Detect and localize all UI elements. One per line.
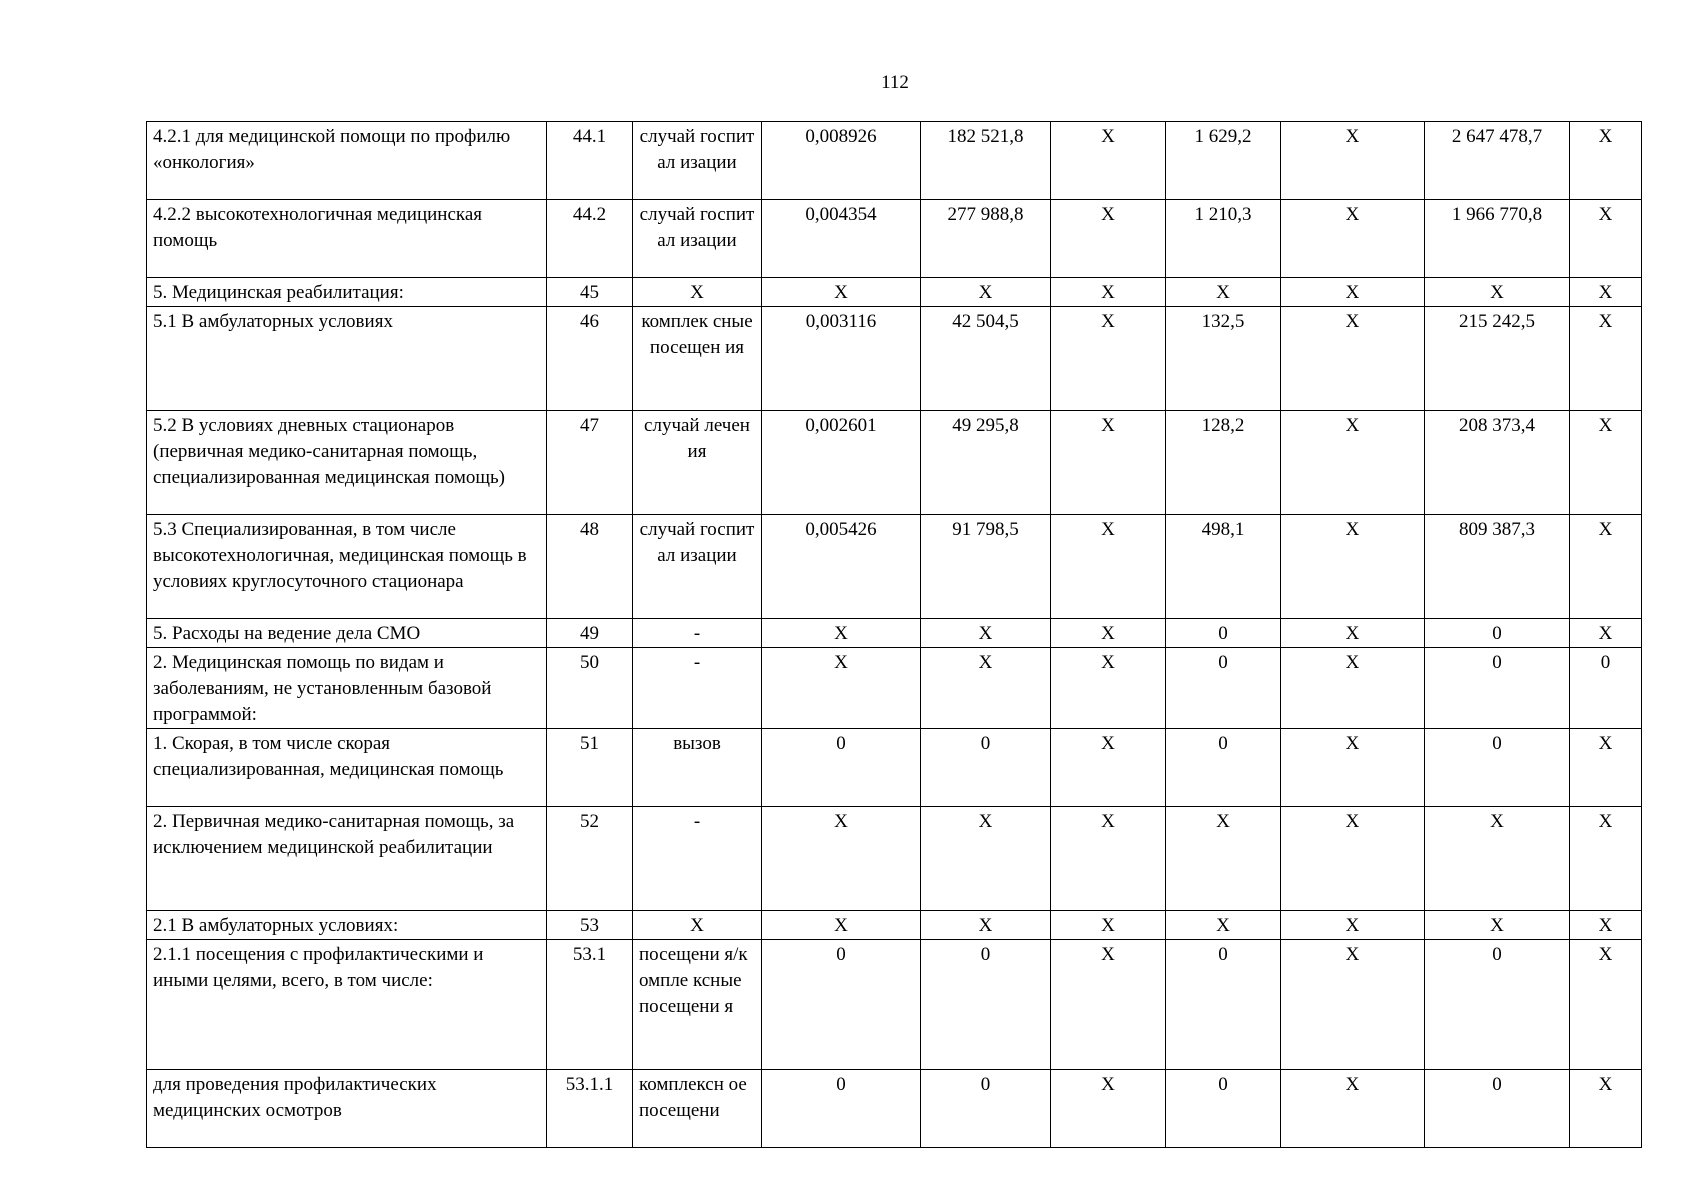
row-name: 2. Первичная медико-санитарная помощь, за исключением медицинской реабилитации	[147, 807, 547, 911]
cell-value: Х	[1570, 515, 1642, 619]
table-row	[147, 1070, 1642, 1148]
cell-value: Х	[1570, 940, 1642, 1070]
row-name: 4.2.1 для медицинской помощи по профилю «онкология»	[147, 122, 547, 200]
cell-value: 0	[921, 1070, 1051, 1148]
cell-value: Х	[1281, 200, 1425, 278]
cell-value: 0	[921, 940, 1051, 1070]
cell-value: 0	[921, 729, 1051, 807]
cell-value: 0	[1425, 940, 1570, 1070]
row-name: 2.1.1 посещения с профилактическими и иными целями, всего, в том числе:	[147, 940, 547, 1070]
cell-value: 0	[1166, 940, 1281, 1070]
row-number: 51	[547, 729, 633, 807]
cell-value: 0,008926	[762, 122, 921, 200]
row-unit: Х	[633, 911, 762, 940]
row-number: 50	[547, 648, 633, 729]
row-unit: случай госпитал изации	[633, 515, 762, 619]
row-unit: Х	[633, 278, 762, 307]
cell-value: Х	[1051, 729, 1166, 807]
cell-value: 128,2	[1166, 411, 1281, 515]
cell-value: 91 798,5	[921, 515, 1051, 619]
row-number: 48	[547, 515, 633, 619]
cell-value: Х	[762, 911, 921, 940]
cell-value: Х	[921, 619, 1051, 648]
row-name: 5.2 В условиях дневных стационаров (первичная медико-санитарная помощь, специализированная медицинская помощь)	[147, 411, 547, 515]
cell-value: Х	[1570, 307, 1642, 411]
cell-value: Х	[1570, 911, 1642, 940]
cell-value: 1 966 770,8	[1425, 200, 1570, 278]
cell-value: 0	[1570, 648, 1642, 729]
cell-value: Х	[1281, 619, 1425, 648]
row-number: 53.1.1	[547, 1070, 633, 1148]
row-number: 44.1	[547, 122, 633, 200]
cell-value: 0	[1166, 648, 1281, 729]
cell-value: 215 242,5	[1425, 307, 1570, 411]
row-name: 5.3 Специализированная, в том числе высокотехнологичная, медицинская помощь в условиях круглосуточного стационара	[147, 515, 547, 619]
cell-value: 0,005426	[762, 515, 921, 619]
cell-value: Х	[1051, 911, 1166, 940]
row-unit: вызов	[633, 729, 762, 807]
table-row	[147, 278, 1642, 307]
row-number: 47	[547, 411, 633, 515]
row-unit: случай лечения	[633, 411, 762, 515]
cell-value: Х	[1051, 1070, 1166, 1148]
row-unit: случай госпитал изации	[633, 122, 762, 200]
row-name: 5.1 В амбулаторных условиях	[147, 307, 547, 411]
table-row	[147, 940, 1642, 1070]
row-number: 44.2	[547, 200, 633, 278]
cell-value: 809 387,3	[1425, 515, 1570, 619]
cell-value: Х	[1166, 807, 1281, 911]
cell-value: Х	[921, 911, 1051, 940]
cell-value: Х	[1051, 515, 1166, 619]
cell-value: Х	[1570, 619, 1642, 648]
expenses-table	[146, 121, 1642, 1148]
cell-value: Х	[1281, 911, 1425, 940]
cell-value: Х	[1281, 729, 1425, 807]
cell-value: Х	[1166, 911, 1281, 940]
cell-value: Х	[1051, 200, 1166, 278]
cell-value: Х	[1281, 940, 1425, 1070]
cell-value: Х	[921, 278, 1051, 307]
cell-value: 0	[1166, 729, 1281, 807]
cell-value: 0	[1425, 729, 1570, 807]
table-row	[147, 911, 1642, 940]
table-row	[147, 122, 1642, 200]
cell-value: Х	[921, 648, 1051, 729]
cell-value: Х	[762, 807, 921, 911]
table-row	[147, 729, 1642, 807]
row-number: 52	[547, 807, 633, 911]
cell-value: 132,5	[1166, 307, 1281, 411]
cell-value: 1 210,3	[1166, 200, 1281, 278]
cell-value: 0	[1166, 619, 1281, 648]
cell-value: Х	[762, 648, 921, 729]
cell-value: Х	[1281, 307, 1425, 411]
cell-value: Х	[1281, 648, 1425, 729]
cell-value: Х	[1425, 807, 1570, 911]
cell-value: Х	[1051, 278, 1166, 307]
cell-value: Х	[1425, 278, 1570, 307]
cell-value: Х	[1051, 307, 1166, 411]
row-unit: случай госпитал изации	[633, 200, 762, 278]
row-name: 5. Медицинская реабилитация:	[147, 278, 547, 307]
cell-value: Х	[1570, 122, 1642, 200]
cell-value: 42 504,5	[921, 307, 1051, 411]
table-row	[147, 411, 1642, 515]
row-unit: комплексн ое посещени	[633, 1070, 762, 1148]
row-number: 49	[547, 619, 633, 648]
cell-value: Х	[1570, 411, 1642, 515]
cell-value: Х	[1570, 200, 1642, 278]
row-number: 45	[547, 278, 633, 307]
cell-value: 0	[1425, 619, 1570, 648]
cell-value: 182 521,8	[921, 122, 1051, 200]
cell-value: Х	[1051, 411, 1166, 515]
cell-value: 498,1	[1166, 515, 1281, 619]
cell-value: Х	[1166, 278, 1281, 307]
cell-value: 0	[762, 940, 921, 1070]
cell-value: Х	[1281, 515, 1425, 619]
cell-value: Х	[1281, 411, 1425, 515]
cell-value: 0	[1166, 1070, 1281, 1148]
cell-value: Х	[1051, 648, 1166, 729]
cell-value: Х	[1281, 1070, 1425, 1148]
cell-value: 0	[1425, 1070, 1570, 1148]
table-row	[147, 307, 1642, 411]
row-name: 4.2.2 высокотехнологичная медицинская помощь	[147, 200, 547, 278]
row-name: для проведения профилактических медицинских осмотров	[147, 1070, 547, 1148]
row-name: 5. Расходы на ведение дела СМО	[147, 619, 547, 648]
cell-value: 0	[762, 729, 921, 807]
cell-value: Х	[1570, 807, 1642, 911]
row-unit: комплек сные посещен ия	[633, 307, 762, 411]
row-name: 2. Медицинская помощь по видам и заболеваниям, не установленным базовой программой:	[147, 648, 547, 729]
cell-value: 0	[1425, 648, 1570, 729]
cell-value: Х	[1570, 729, 1642, 807]
table-row	[147, 648, 1642, 729]
cell-value: Х	[1281, 122, 1425, 200]
cell-value: 49 295,8	[921, 411, 1051, 515]
cell-value: Х	[1281, 807, 1425, 911]
cell-value: Х	[1051, 807, 1166, 911]
table-row	[147, 200, 1642, 278]
row-unit: -	[633, 807, 762, 911]
page-number: 112	[881, 72, 909, 93]
row-number: 46	[547, 307, 633, 411]
row-name: 1. Скорая, в том числе скорая специализированная, медицинская помощь	[147, 729, 547, 807]
table-row	[147, 807, 1642, 911]
cell-value: 1 629,2	[1166, 122, 1281, 200]
row-unit: -	[633, 619, 762, 648]
cell-value: 2 647 478,7	[1425, 122, 1570, 200]
row-name: 2.1 В амбулаторных условиях:	[147, 911, 547, 940]
table-row	[147, 619, 1642, 648]
cell-value: Х	[1051, 940, 1166, 1070]
cell-value: 277 988,8	[921, 200, 1051, 278]
row-number: 53	[547, 911, 633, 940]
cell-value: 0,004354	[762, 200, 921, 278]
cell-value: 0,003116	[762, 307, 921, 411]
row-number: 53.1	[547, 940, 633, 1070]
table-row	[147, 515, 1642, 619]
cell-value: Х	[1570, 1070, 1642, 1148]
cell-value: 0	[762, 1070, 921, 1148]
cell-value: Х	[762, 278, 921, 307]
cell-value: Х	[1051, 122, 1166, 200]
row-unit: -	[633, 648, 762, 729]
cell-value: Х	[1425, 911, 1570, 940]
row-unit: посещени я/компле ксные посещени я	[633, 940, 762, 1070]
cell-value: Х	[1051, 619, 1166, 648]
cell-value: 0,002601	[762, 411, 921, 515]
cell-value: Х	[762, 619, 921, 648]
cell-value: 208 373,4	[1425, 411, 1570, 515]
cell-value: Х	[1570, 278, 1642, 307]
cell-value: Х	[1281, 278, 1425, 307]
cell-value: Х	[921, 807, 1051, 911]
